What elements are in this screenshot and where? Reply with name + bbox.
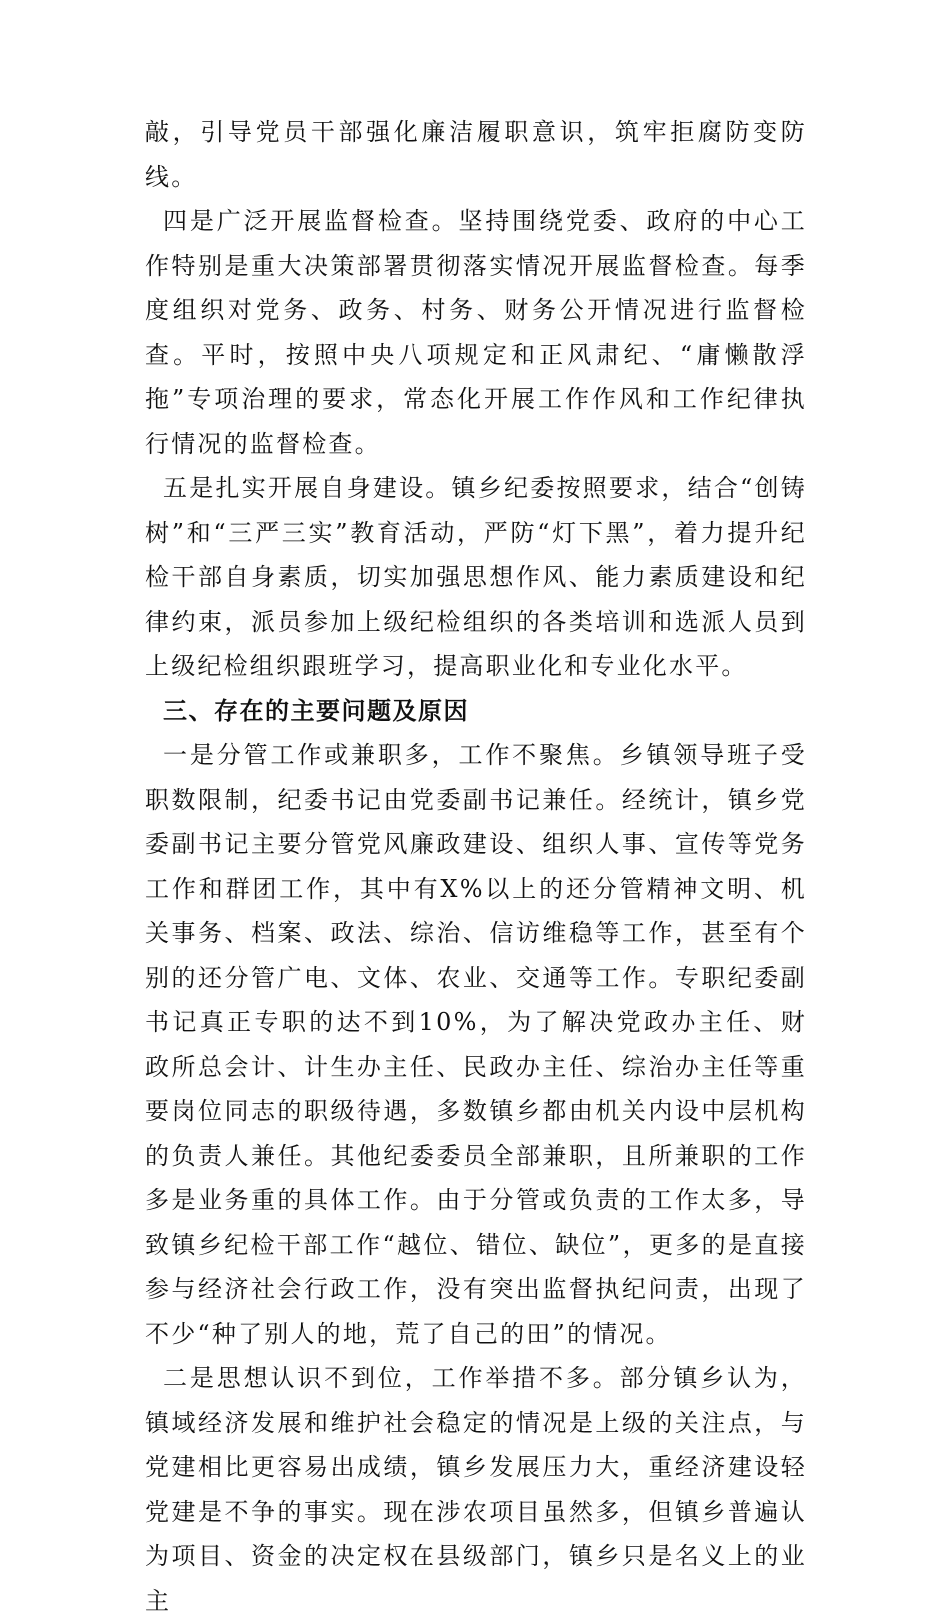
document-body <box>145 110 807 1623</box>
paragraph-supervision-inspection: 四是广泛开展监督检查。坚持围绕党委、政府的中心工作特别是重大决策部署贯彻落实情况开展监督检查。每季度组织对党务、政务、村务、财务公开情况进行监督检查。平时，按照中央八项规定和正风肃纪、“庸懒散浮拖”专项治理的要求，常态化开展工作作风和工作纪律执行情况的监督检查。 <box>145 207 807 458</box>
paragraph-self-construction: 五是扎实开展自身建设。镇乡纪委按照要求，结合“创铸树”和“三严三实”教育活动，严防“灯下黑”，着力提升纪检干部自身素质，切实加强思想作风、能力素质建设和纪律约束，派员参加上级纪检组织的各类培训和选派人员到上级纪检组织跟班学习，提高职业化和专业化水平。 <box>145 474 807 680</box>
paragraph-continuation: 敲，引导党员干部强化廉洁履职意识，筑牢拒腐防变防线。 <box>145 118 807 191</box>
section-heading: 三、存在的主要问题及原因 <box>163 696 469 725</box>
paragraph-problem-two: 二是思想认识不到位，工作举措不多。部分镇乡认为，镇域经济发展和维护社会稳定的情况是上级的关注点，与党建相比更容易出成绩，镇乡发展压力大，重经济建设轻党建是不争的事实。现在涉农项目虽然多，但镇乡普遍认为项目、资金的决定权在县级部门，镇乡只是名义上的业主 <box>145 1364 807 1615</box>
paragraph-problem-one: 一是分管工作或兼职多，工作不聚焦。乡镇领导班子受职数限制，纪委书记由党委副书记兼任。经统计，镇乡党委副书记主要分管党风廉政建设、组织人事、宣传等党务工作和群团工作，其中有X%以上的还分管精神文明、机关事务、档案、政法、综治、信访维稳等工作，甚至有个别的还分管广电、文体、农业、交通等工作。专职纪委副书记真正专职的达不到10%，为了解决党政办主任、财政所总会计、计生办主任、民政办主任、综治办主任等重要岗位同志的职级待遇，多数镇乡都由机关内设中层机构的负责人兼任。其他纪委委员全部兼职，且所兼职的工作多是业务重的具体工作。由于分管或负责的工作太多，导致镇乡纪检干部工作“越位、错位、缺位”，更多的是直接参与经济社会行政工作，没有突出监督执纪问责，出现了不少“种了别人的地，荒了自己的田”的情况。 <box>145 741 807 1348</box>
